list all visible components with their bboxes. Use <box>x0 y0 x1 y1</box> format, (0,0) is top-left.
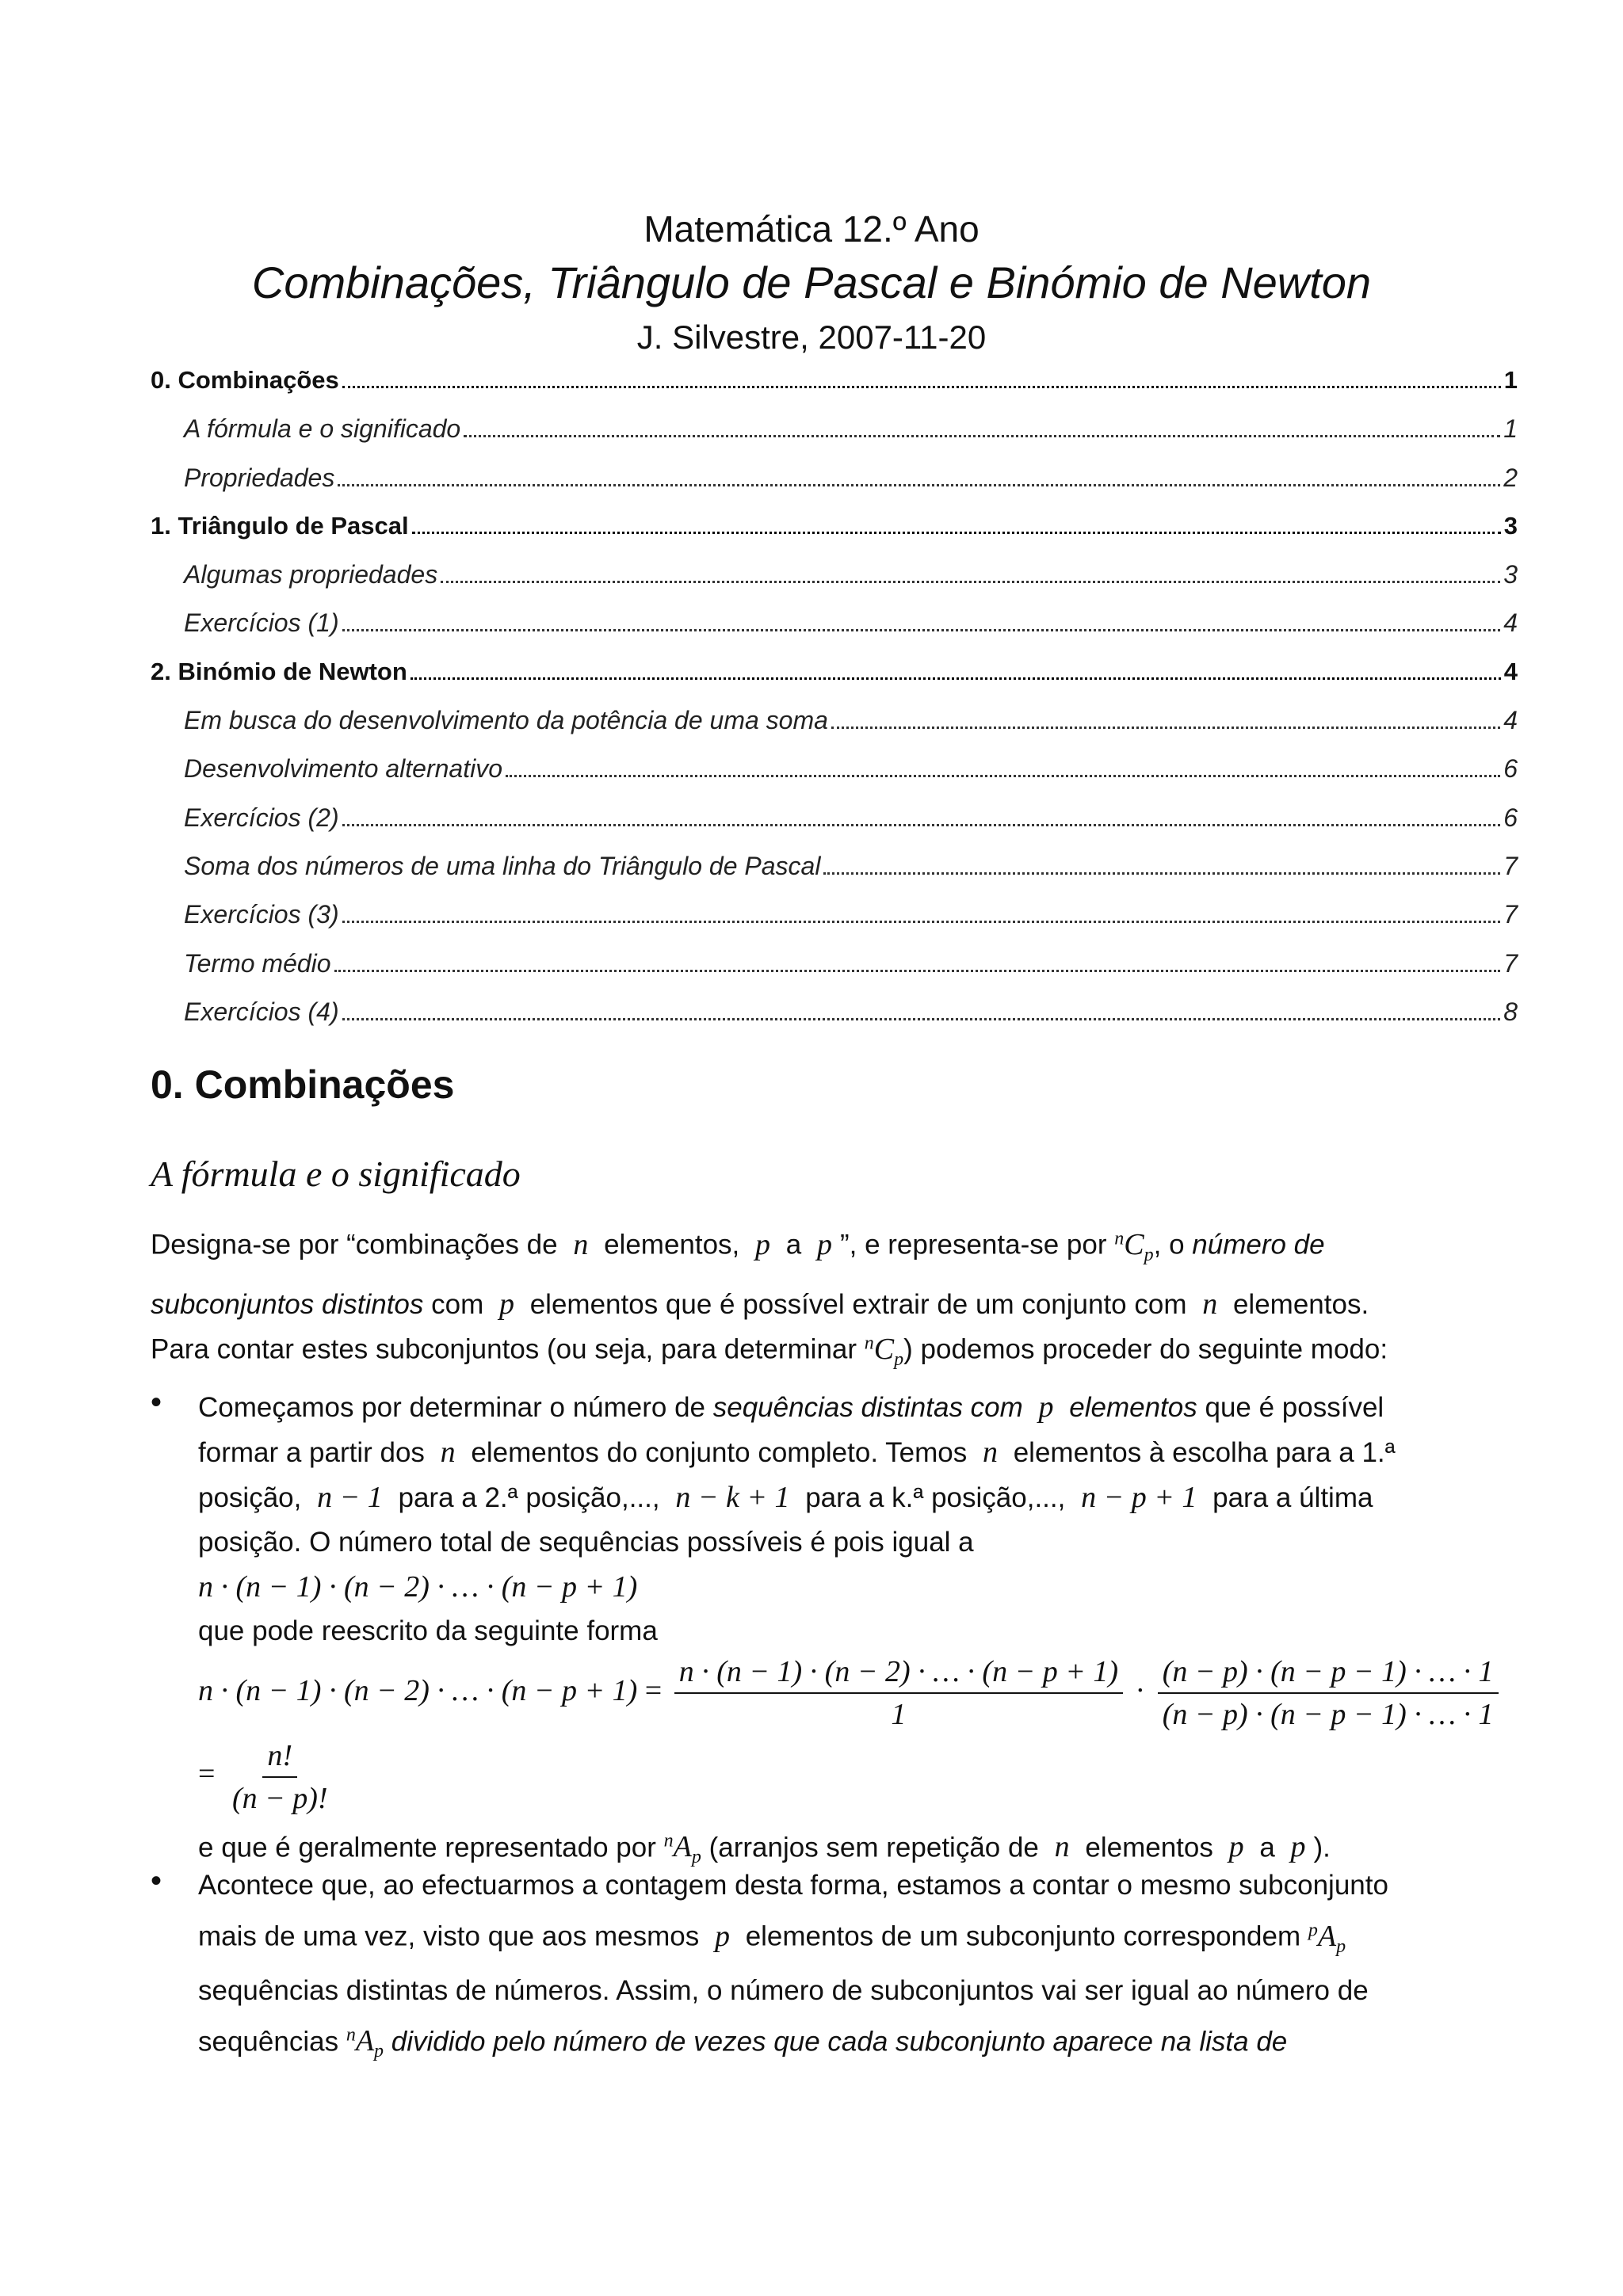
toc-entry-label: 0. Combinações <box>151 366 339 394</box>
toc-entry-label: Soma dos números de uma linha do Triângulo de Pascal <box>184 851 821 880</box>
document-header <box>0 204 1623 363</box>
toc-entry-page: 3 <box>1503 511 1518 540</box>
toc-entry-label: Em busca do desenvolvimento da potência de uma soma <box>184 706 828 735</box>
toc-entry-label: A fórmula e o significado <box>184 414 461 444</box>
toc-leader-dots <box>342 920 1501 923</box>
rewritten-formula: n · (n − 1) · (n − 2) · … · (n − p + 1) = $\frac{n \cdot (n - 1) \cdot (n - 2) \cdot \dots \cdot (n - p + 1)}{1}$ · $\frac{(n - p) \cdot (n - p - 1) \cdot \dots \cdot 1}{(n - p) \cdot (n - p - 1) \cdot \dots \cdot 1}$ <box>198 1649 1522 1735</box>
toc-entry-page: 6 <box>1503 754 1518 784</box>
combination-symbol: $^nC_p$ <box>864 1332 904 1370</box>
toc-entry-label: Algumas propriedades <box>184 560 438 589</box>
toc-leader-dots <box>342 385 1501 388</box>
toc-entry-page: 3 <box>1503 560 1518 589</box>
toc-entry-page: 8 <box>1503 997 1518 1026</box>
author-date: J. Silvestre, 2007-11-20 <box>636 318 987 356</box>
toc-entry-page: 7 <box>1503 900 1518 929</box>
toc-leader-dots <box>412 531 1501 534</box>
fraction-1: $\frac{n \cdot (n - 1) \cdot (n - 2) \cdot \dots \cdot (n - p + 1)}{1}$ <box>674 1651 1123 1735</box>
toc-entry-label: Desenvolvimento alternativo <box>184 754 502 784</box>
arrangement-symbol: $^nA_p$ <box>663 1830 701 1868</box>
arrangement-symbol: $^nA_p$ <box>346 2024 384 2062</box>
toc-leader-dots <box>441 580 1500 583</box>
toc-leader-dots <box>342 823 1501 826</box>
toc-leader-dots <box>823 871 1500 875</box>
toc-entry[interactable] <box>151 852 1518 900</box>
toc-entry[interactable] <box>151 997 1518 1046</box>
toc-entry-page: 4 <box>1503 657 1518 685</box>
toc-entry-page: 4 <box>1503 608 1518 638</box>
toc-entry-label: Exercícios (3) <box>184 900 339 929</box>
toc-entry-page: 1 <box>1503 414 1518 444</box>
toc-entry[interactable] <box>151 658 1518 706</box>
toc-entry-label: 1. Triângulo de Pascal <box>151 511 409 540</box>
permutation-symbol: $^pA_p$ <box>1308 1919 1346 1957</box>
bullet-sequences: Começamos por determinar o número de sequências distintas com p elementos que é possível formar a partir dos n elementos do conjunto completo. Temos n elementos à escolha para a 1.ª posição, n − 1 para a 2.ª posição,..., n − k + 1 para a k.ª posição,..., n − p + 1 para a última posição. O número total de sequências possíveis é pois igual a n · (n − 1) · (n − 2) · … · (n − p + 1) que pode reescrito da seguinte forma n · (n − 1) · (n − 2) · … · (n − p + 1) = $\frac{n \cdot (n - 1) \cdot (n - 2) \cdot \dots \cdot (n - p + 1)}{1}$ · $\frac{(n - p) \cdot (n - p - 1) \cdot \dots \cdot 1}{(n - p) \cdot (n - p - 1) \cdot \dots \cdot 1}$ = $\frac{n!}{(n - p)!}$ e que é geralmente representado por $^nA_p$ (arranjos sem repetição de n elementos p a p ). <box>198 1385 1522 1879</box>
product-formula: n · (n − 1) · (n − 2) · … · (n − p + 1) <box>198 1570 638 1604</box>
toc-leader-dots <box>411 677 1501 680</box>
toc-entry-label: Propriedades <box>184 463 335 492</box>
toc-entry-label: Exercícios (1) <box>184 608 339 638</box>
toc-leader-dots <box>506 774 1500 777</box>
toc-entry[interactable] <box>151 754 1518 803</box>
toc-entry-label: Termo médio <box>184 948 331 978</box>
toc-entry[interactable] <box>151 512 1518 560</box>
toc-leader-dots <box>334 969 1501 972</box>
fraction-factorial: $\frac{n!}{(n - p)!}$ <box>227 1735 333 1819</box>
bullet-marker: • <box>151 1385 162 1420</box>
toc-entry-page: 6 <box>1503 803 1518 832</box>
factorial-formula: = $\frac{n!}{(n - p)!}$ <box>198 1732 1522 1818</box>
course-title: Matemática 12.º Ano <box>643 208 980 250</box>
toc-entry-page: 1 <box>1503 366 1518 394</box>
bullet-marker: • <box>151 1863 162 1898</box>
toc-entry[interactable] <box>151 608 1518 657</box>
toc-entry[interactable] <box>151 463 1518 512</box>
paragraph-method: Para contar estes subconjuntos (ou seja, para determinar $^nC_p$) podemos proceder do seguinte modo: <box>151 1332 1388 1370</box>
paragraph-definition: Designa-se por “combinações de n elementos, p a p ”, e representa-se por $^nC_p$, o número de subconjuntos distintos com p elementos que é possível extrair de um conjunto com n elementos. <box>151 1227 1369 1321</box>
toc-entry-label: Exercícios (4) <box>184 997 339 1026</box>
toc-entry[interactable] <box>151 366 1518 414</box>
toc-entry-page: 2 <box>1503 463 1518 492</box>
document-title: Combinações, Triângulo de Pascal e Binómio de Newton <box>251 257 1372 307</box>
bullet-subsets: Acontece que, ao efectuarmos a contagem desta forma, estamos a contar o mesmo subconjunto mais de uma vez, visto que aos mesmos p elementos de um subconjunto correspondem $^pA_p$ sequências distintas de números. Assim, o número de subconjuntos vai ser igual ao número de sequências $^nA_p$ dividido pelo número de vezes que cada subconjunto aparece na lista de <box>198 1870 1388 2062</box>
toc-leader-dots <box>338 483 1500 486</box>
toc-entry[interactable] <box>151 949 1518 997</box>
toc-leader-dots <box>464 434 1500 437</box>
toc-entry[interactable] <box>151 706 1518 754</box>
toc-entry-label: Exercícios (2) <box>184 803 339 832</box>
fraction-2: $\frac{(n - p) \cdot (n - p - 1) \cdot \dots \cdot 1}{(n - p) \cdot (n - p - 1) \cdot \dots \cdot 1}$ <box>1158 1651 1499 1735</box>
toc-leader-dots <box>342 1017 1501 1020</box>
toc-entry[interactable] <box>151 414 1518 463</box>
section-heading: 0. Combinações <box>151 1062 455 1107</box>
table-of-contents <box>151 366 1518 1046</box>
toc-entry-page: 7 <box>1503 851 1518 880</box>
toc-leader-dots <box>342 628 1501 631</box>
combination-symbol: $^nC_p$ <box>1114 1227 1154 1265</box>
toc-entry-page: 4 <box>1503 706 1518 735</box>
toc-entry-label: 2. Binómio de Newton <box>151 657 407 685</box>
toc-entry[interactable] <box>151 900 1518 948</box>
toc-entry[interactable] <box>151 560 1518 608</box>
toc-entry-page: 7 <box>1503 948 1518 978</box>
toc-entry[interactable] <box>151 803 1518 852</box>
toc-leader-dots <box>831 726 1500 729</box>
subsection-heading: A fórmula e o significado <box>151 1154 521 1194</box>
